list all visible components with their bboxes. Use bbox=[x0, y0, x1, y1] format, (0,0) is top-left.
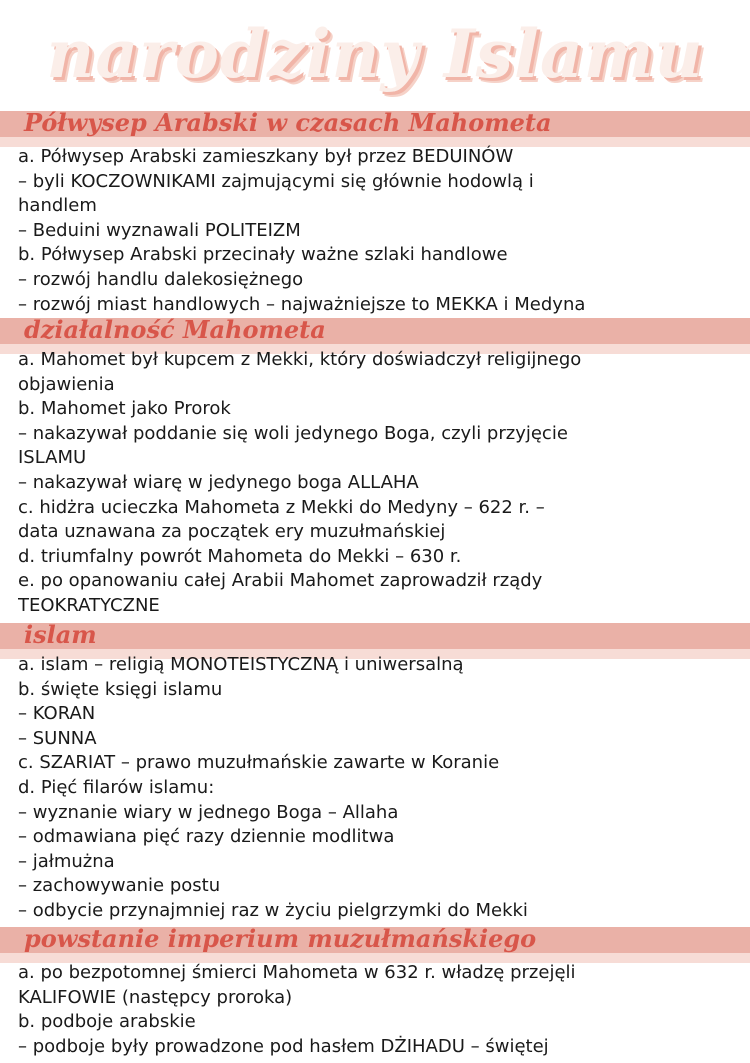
text-line: TEOKRATYCZNE bbox=[18, 594, 160, 616]
text-line: b. Półwysep Arabski przecinały ważne szlaki handlowe bbox=[18, 244, 508, 266]
text-line: – nakazywał poddanie się woli jedynego Boga, czyli przyjęcie bbox=[18, 422, 568, 444]
text-line: objawienia bbox=[18, 373, 115, 395]
text-line: – wyznanie wiary w jednego Boga – Allaha bbox=[18, 801, 399, 823]
page-title: narodziny Islamu bbox=[46, 15, 704, 93]
text-line: b. Mahomet jako Prorok bbox=[18, 398, 231, 420]
text-line: data uznawana za początek ery muzułmańskiej bbox=[18, 521, 446, 543]
text-line: – byli KOCZOWNIKAMI zajmującymi się głównie hodowlą i bbox=[18, 170, 534, 192]
section-heading: Półwysep Arabski w czasach Mahometa bbox=[24, 108, 552, 137]
text-line: – KORAN bbox=[18, 703, 96, 725]
text-line: b. podboje arabskie bbox=[18, 1011, 196, 1033]
text-line: b. święte księgi islamu bbox=[18, 678, 223, 700]
text-line: – zachowywanie postu bbox=[18, 875, 221, 897]
text-line: c. hidżra ucieczka Mahometa z Mekki do Medyny – 622 r. – bbox=[18, 496, 545, 518]
text-line: – rozwój handlu dalekosiężnego bbox=[18, 268, 304, 290]
text-line: – odmawiana pięć razy dziennie modlitwa bbox=[18, 826, 395, 848]
text-line: KALIFOWIE (następcy proroka) bbox=[18, 986, 293, 1008]
section-heading: działalność Mahometa bbox=[24, 315, 326, 344]
section-body bbox=[18, 653, 743, 924]
text-line: a. Mahomet był kupcem z Mekki, który doświadczył religijnego bbox=[18, 349, 582, 370]
text-line: ISLAMU bbox=[18, 447, 87, 469]
text-line: – nakazywał wiarę w jedynego boga ALLAHA bbox=[18, 471, 419, 493]
text-line: – jałmużna bbox=[18, 850, 115, 872]
text-line: d. triumfalny powrót Mahometa do Mekki – 630 r. bbox=[18, 545, 462, 567]
text-line: a. Półwysep Arabski zamieszkany był przez BEDUINÓW bbox=[18, 146, 514, 167]
text-line: c. SZARIAT – prawo muzułmańskie zawarte w Koranie bbox=[18, 752, 500, 774]
section-body bbox=[18, 145, 743, 317]
text-line: – podboje były prowadzone pod hasłem DŻIHADU – świętej bbox=[18, 1035, 549, 1057]
text-line: – rozwój miast handlowych – najważniejsze to MEKKA i Medyna bbox=[18, 293, 586, 315]
text-line: handlem bbox=[18, 195, 97, 217]
section-heading: islam bbox=[24, 620, 97, 649]
section-body bbox=[18, 961, 743, 1059]
text-line: e. po opanowaniu całej Arabii Mahomet zaprowadził rządy bbox=[18, 570, 543, 592]
section-band bbox=[0, 623, 750, 649]
text-line: – odbycie przynajmniej raz w życiu pielgrzymki do Mekki bbox=[18, 899, 528, 921]
text-line: a. islam – religią MONOTEISTYCZNĄ i uniwersalną bbox=[18, 654, 464, 675]
text-line: – Beduini wyznawali POLITEIZM bbox=[18, 219, 301, 241]
text-line: – SUNNA bbox=[18, 727, 97, 749]
section-body bbox=[18, 348, 743, 619]
text-line: d. Pięć filarów islamu: bbox=[18, 776, 215, 798]
text-line: a. po bezpotomnej śmierci Mahometa w 632 r. władzę przejęli bbox=[18, 962, 576, 983]
section-heading: powstanie imperium muzułmańskiego bbox=[24, 924, 537, 953]
